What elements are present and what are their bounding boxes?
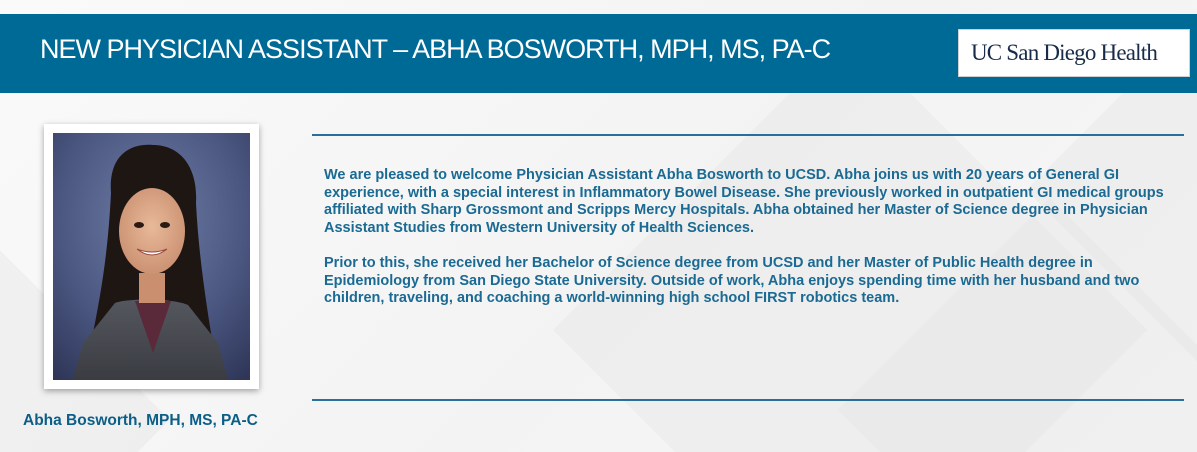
portrait-illustration [53,133,250,380]
page-title: NEW PHYSICIAN ASSISTANT – ABHA BOSWORTH, MPH, MS, PA-C [40,34,831,64]
profile-photo [53,133,250,380]
bio-paragraph-2: Prior to this, she received her Bachelor of Science degree from UCSD and her Master of Public Health degree in Epidemiology from San Diego State University. Outside of work, Abha enjoys spending time with her husband and two children, traveling, and coaching a world-winning high school FIRST robotics team. [324,254,1140,307]
bio-paragraph-1: We are pleased to welcome Physician Assistant Abha Bosworth to UCSD. Abha joins us with 20 years of General GI experience, with a special interest in Inflammatory Bowel Disease. She previously worked in outpatient GI medical groups affiliated with Sharp Grossmont and Scripps Mercy Hospitals. Abha obtained her Master of Science degree in Physician Assistant Studies from Western University of Health Sciences. [324,167,1164,236]
divider-bottom [312,399,1184,401]
ucsd-health-logo [958,29,1190,77]
bio-text [324,167,1184,325]
logo-text: UC San Diego Health [971,40,1158,65]
profile-photo-frame [44,124,259,389]
profile-caption: Abha Bosworth, MPH, MS, PA-C [23,412,258,429]
divider-top [312,134,1184,136]
